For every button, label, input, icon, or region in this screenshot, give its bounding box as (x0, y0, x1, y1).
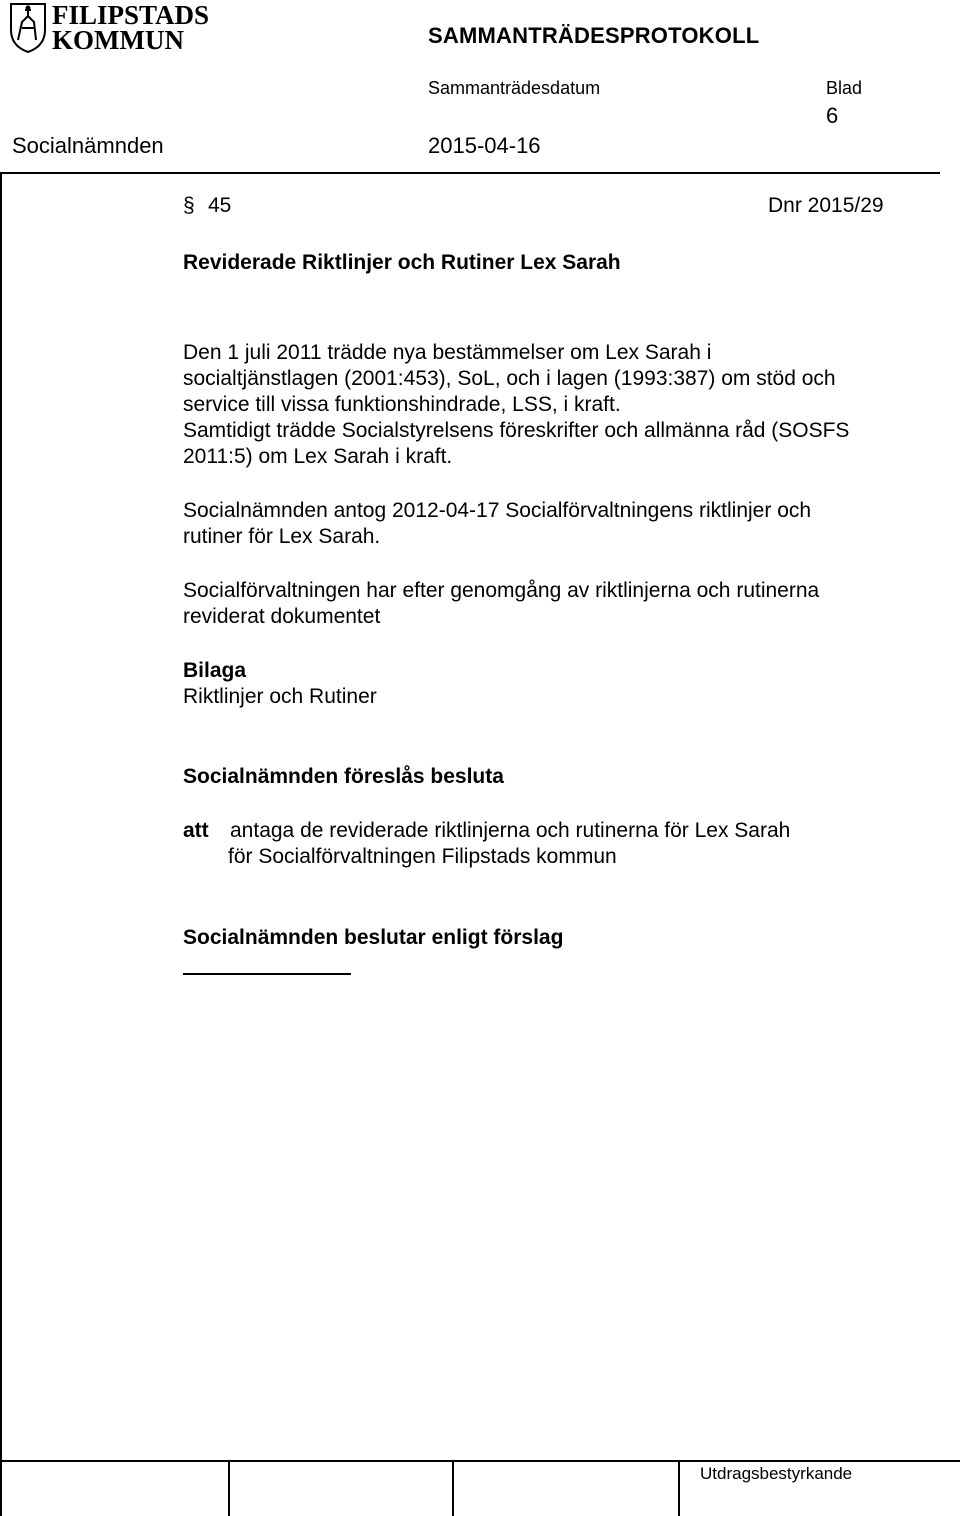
page-label: Blad (826, 78, 863, 98)
paragraph-line: rutiner för Lex Sarah. (183, 525, 381, 548)
meeting-date: 2015-04-16 (428, 133, 541, 158)
paragraph-line: Socialnämnden antog 2012-04-17 Socialförvaltningens riktlinjer och (183, 499, 812, 522)
page-number: 6 (826, 103, 839, 128)
logo-line-2: KOMMUN (52, 25, 184, 55)
footer-divider (0, 1460, 2, 1516)
paragraph-line: 2011:5) om Lex Sarah i kraft. (183, 445, 453, 468)
paragraph-background (183, 340, 923, 470)
municipality-logo (8, 0, 218, 56)
att-label: att (183, 819, 209, 842)
footer-divider (452, 1460, 454, 1516)
attachment-text: Riktlinjer och Rutiner (183, 685, 377, 708)
document-title: SAMMANTRÄDESPROTOKOLL (428, 23, 760, 48)
section-symbol: § (183, 194, 195, 217)
footer-border (0, 1460, 960, 1462)
diary-number: Dnr 2015/29 (768, 194, 884, 217)
footer-label: Utdragsbestyrkande (700, 1464, 853, 1483)
footer-divider (678, 1460, 680, 1516)
paragraph-line: service till vissa funktionshindrade, LSS, i kraft. (183, 393, 621, 416)
date-label: Sammanträdesdatum (428, 78, 601, 98)
municipal-coat-of-arms-icon (8, 0, 48, 54)
paragraph-line: Den 1 juli 2011 trädde nya bestämmelser om Lex Sarah i (183, 341, 712, 364)
section-title: Reviderade Riktlinjer och Rutiner Lex Sarah (183, 251, 621, 274)
section-number: 45 (208, 194, 232, 217)
paragraph-line: Socialförvaltningen har efter genomgång av riktlinjerna och rutinerna (183, 579, 820, 602)
proposal-line-1: antaga de reviderade riktlinjerna och rutinerna för Lex Sarah (230, 819, 791, 842)
decision-heading: Socialnämnden beslutar enligt förslag (183, 926, 564, 949)
paragraph-line: socialtjänstlagen (2001:453), SoL, och i lagen (1993:387) om stöd och (183, 367, 836, 390)
end-rule (183, 973, 351, 975)
content-frame-top (0, 172, 940, 174)
committee-name: Socialnämnden (12, 133, 164, 158)
paragraph-adoption (183, 498, 923, 550)
paragraph-line: Samtidigt trädde Socialstyrelsens föreskrifter och allmänna råd (SOSFS (183, 419, 850, 442)
proposal-heading: Socialnämnden föreslås besluta (183, 765, 504, 788)
attachment-heading: Bilaga (183, 659, 247, 682)
logo-line-1: FILIPSTADS (52, 0, 210, 30)
proposal-line-2: för Socialförvaltningen Filipstads kommun (228, 845, 617, 868)
content-frame-left (0, 172, 2, 1514)
footer-divider (228, 1460, 230, 1516)
paragraph-revision (183, 578, 923, 630)
paragraph-line: reviderat dokumentet (183, 605, 381, 628)
